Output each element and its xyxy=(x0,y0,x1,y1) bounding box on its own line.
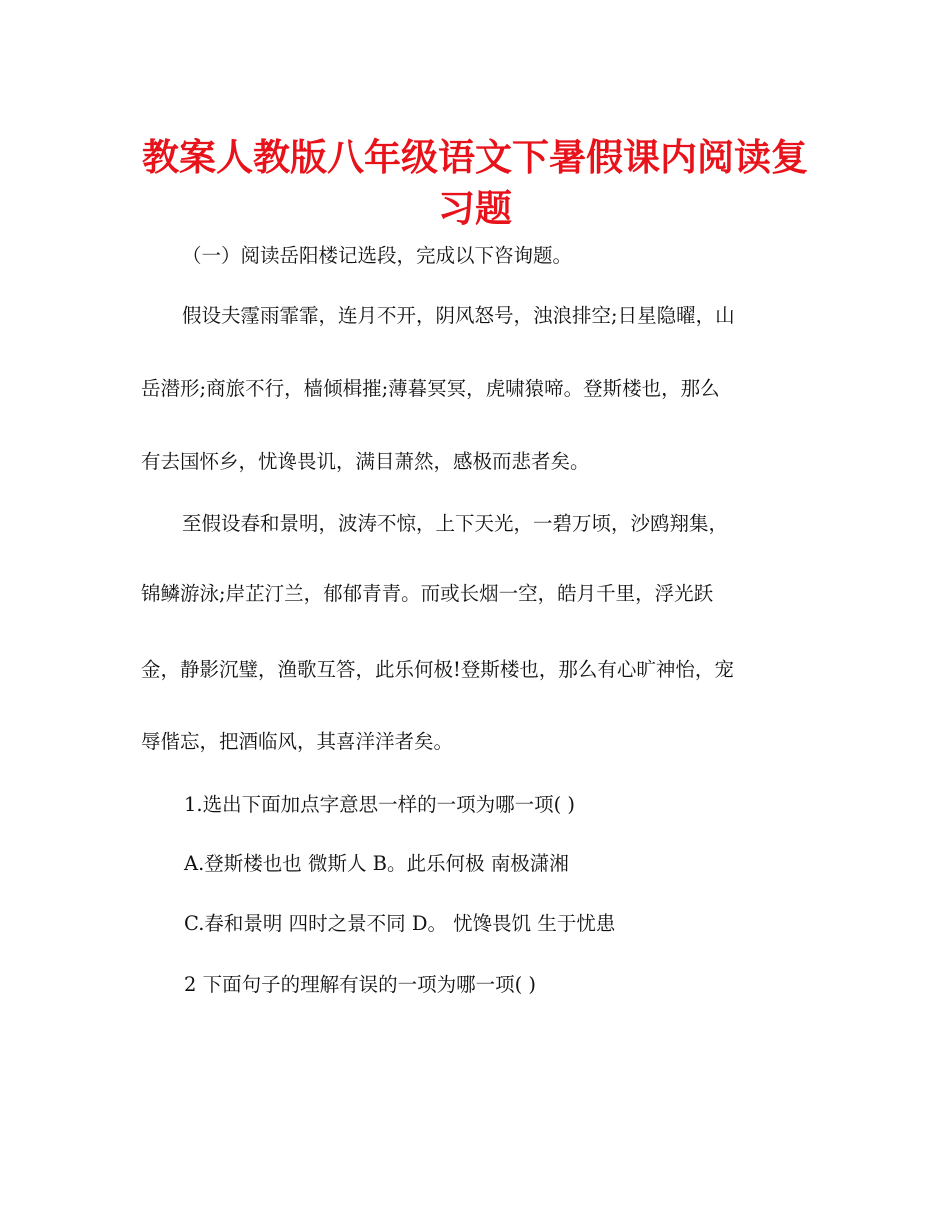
paragraph-1-line-3: 有去国怀乡，忧谗畏讥，满目萧然，感极而悲者矣。 xyxy=(141,450,590,473)
paragraph-2-line-2: 锦鳞游泳;岸芷汀兰，郁郁青青。而或长烟一空，皓月千里，浮光跃 xyxy=(141,582,714,605)
question-1-options-ab: A.登斯楼也也 微斯人 B。此乐何极 南极潇湘 xyxy=(184,852,569,875)
question-1: 1.选出下面加点字意思一样的一项为哪一项( ) xyxy=(184,793,576,816)
paragraph-2-line-1: 至假设春和景明，波涛不惊，上下天光，一碧万顷，沙鸥翔集， xyxy=(182,512,729,535)
paragraph-2-line-4: 辱偕忘，把酒临风，其喜洋洋者矣。 xyxy=(141,730,454,753)
question-2: 2 下面句子的理解有误的一项为哪一项( ) xyxy=(184,973,537,996)
reading-intro: （一）阅读岳阳楼记选段，完成以下咨询题。 xyxy=(182,244,573,267)
document-title-line-2: 习题 xyxy=(438,187,512,230)
paragraph-1-line-2: 岳潜形;商旅不行，樯倾楫摧;薄暮冥冥，虎啸猿啼。登斯楼也，那么 xyxy=(141,377,720,400)
paragraph-1-line-1: 假设夫霪雨霏霏，连月不开，阴风怒号，浊浪排空;日星隐曜，山 xyxy=(182,304,735,327)
document-title-line-1: 教案人教版八年级语文下暑假课内阅读复 xyxy=(142,136,808,179)
question-1-options-cd: C.春和景明 四时之景不同 D。 忧馋畏饥 生于忧患 xyxy=(184,912,616,935)
paragraph-2-line-3: 金，静影沉璧，渔歌互答，此乐何极!登斯楼也，那么有心旷神怡，宠 xyxy=(141,658,734,681)
